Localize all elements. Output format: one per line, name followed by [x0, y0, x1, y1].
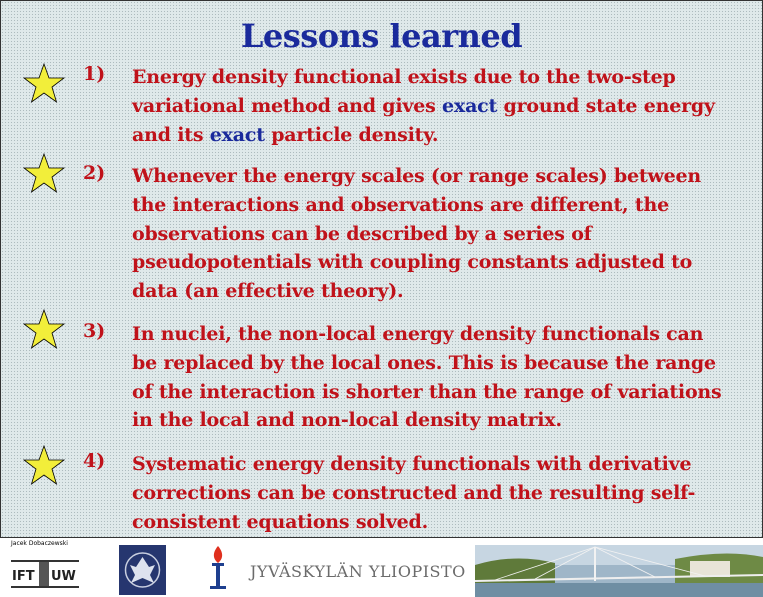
star-icon [23, 153, 65, 193]
lesson-text-emphasis: exact [442, 94, 498, 117]
lesson-number: 4) [83, 450, 106, 472]
star-icon [23, 63, 65, 103]
lesson-number: 3) [83, 320, 106, 342]
lesson-text-part: Whenever the energy scales (or range scales) between the interactions and observations are different, the observations can be described by a series of pseudopotentials with coupling constants adjusted to data (an effective theory). [132, 165, 702, 303]
slide-title: Lessons learned [240, 17, 523, 55]
lesson-text-emphasis: exact [209, 123, 265, 146]
lesson-number: 2) [83, 162, 106, 184]
star-icon [23, 309, 65, 349]
lesson-text [132, 63, 732, 149]
footer [0, 538, 763, 597]
bridge-photo [475, 545, 763, 597]
star-icon [23, 445, 65, 485]
logo-left-text: IFT [12, 569, 35, 584]
lesson-text [132, 450, 732, 536]
university-name: JYVÄSKYLÄN YLIOPISTO [250, 562, 466, 581]
ift-uw-logo [9, 558, 81, 590]
lesson-text-part: ground state energy and its [132, 94, 715, 146]
lesson-text-part: In nuclei, the non-local energy density functionals can be replaced by the local ones. This is because the range of the interaction is shorter than the range of variations in the local and non-local density matrix. [132, 323, 722, 432]
lesson-text-part: particle density. [264, 123, 439, 146]
lesson-number: 1) [83, 63, 106, 85]
lesson-text [132, 162, 732, 306]
lesson-text [132, 320, 732, 435]
university-crest-icon [119, 545, 166, 595]
lesson-text-part: Systematic energy density functionals with derivative corrections can be constructed and the resulting self-consistent equations solved. [132, 453, 696, 533]
logo-right-text: UW [51, 569, 76, 584]
torch-icon [203, 544, 233, 594]
author-name: Jacek Dobaczewski [11, 540, 68, 547]
lesson-text-part: Energy density functional exists due to the two-step variational method and gives [132, 66, 676, 117]
